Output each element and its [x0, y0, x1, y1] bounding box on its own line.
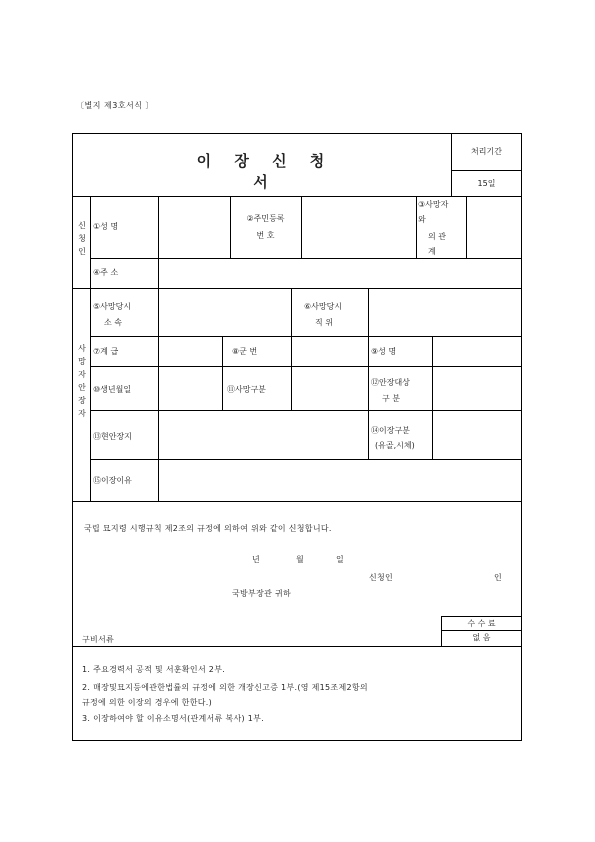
applicant-col-1: [158, 196, 159, 258]
applicant-col-4: [416, 196, 417, 258]
fee-label: 수 수 료: [467, 619, 496, 628]
document-item: 2. 매장및묘지등에관한법률의 규정에 의한 개장신고증 1부.(영 제15조제2항의: [82, 683, 368, 692]
unit-label-2: 소 속: [104, 318, 122, 327]
relocation-reason-label: ⑮이장이유: [93, 476, 132, 485]
deceased-row-line-4: [90, 459, 522, 460]
document-item: 1. 주요경력서 공적 및 서훈확인서 2부.: [82, 665, 226, 674]
documents-divider: [72, 646, 522, 647]
applicant-col-3: [301, 196, 302, 258]
burial-type-label-1: ⑫안장대상: [371, 378, 410, 387]
deceased-col-2a: [291, 288, 292, 336]
processing-divider: [451, 170, 522, 171]
deceased-section-divider: [90, 288, 91, 501]
unit-label-1: ⑤사망당시: [93, 302, 132, 311]
page-title: 이 장 신 청 서: [196, 152, 334, 191]
relocation-type-label-2: (유골,시체): [375, 441, 415, 450]
address-label: ④주 소: [93, 268, 119, 277]
fee-middle-line: [441, 630, 522, 631]
relation-label-4: 계: [428, 247, 436, 256]
applicant-section-divider: [90, 196, 91, 288]
applicant-col-5: [466, 196, 467, 258]
fee-top-line: [441, 616, 522, 617]
deceased-col-2b: [222, 336, 223, 410]
applicant-row-line: [90, 258, 522, 259]
deceased-col-5b: [432, 336, 433, 459]
applicant-bottom-line: [72, 288, 522, 289]
relation-label-2: 와: [418, 215, 426, 224]
applicant-section-label: 신 청 인: [78, 221, 86, 256]
document-item: 규정에 의한 이장의 경우에 한한다.): [82, 698, 213, 707]
position-label-2: 직 위: [315, 318, 333, 327]
relocation-type-label-1: ⑭이장구분: [371, 426, 410, 435]
seal-mark: 인: [494, 573, 503, 582]
form-number: 〔별지 제3호서식 〕: [76, 101, 155, 110]
current-burial-site-label: ⑬현안장지: [93, 432, 132, 441]
death-type-label: ⑪사망구분: [227, 385, 266, 394]
recipient: 국방부장관 귀하: [232, 589, 292, 598]
birth-date-label: ⑩생년월일: [93, 385, 132, 394]
deceased-col-1: [158, 288, 159, 501]
relation-label-3: 의 관: [428, 232, 446, 241]
service-number-label: ⑧군 번: [232, 347, 258, 356]
rank-label: ⑦계 급: [93, 347, 119, 356]
address-col: [158, 258, 159, 288]
applicant-col-2: [230, 196, 231, 258]
burial-type-label-2: 구 분: [382, 394, 400, 403]
signer-label: 신청인: [369, 573, 394, 582]
date-day: 일: [336, 555, 345, 564]
deceased-row-line-2: [90, 366, 522, 367]
header-bottom-line: [72, 196, 522, 197]
name-label: ①성 명: [93, 222, 119, 231]
deceased-row-line-1: [90, 336, 522, 337]
id-number-label-2: 번 호: [256, 231, 275, 240]
document-item: 3. 이장하여야 할 이유소명서(관계서류 복사) 1부.: [82, 714, 265, 723]
deceased-col-3b: [291, 336, 292, 410]
id-number-label-1: ②주민등록: [246, 214, 285, 223]
required-documents-label: 구비서류: [82, 635, 115, 644]
deceased-bottom-line: [72, 501, 522, 502]
deceased-row-line-3: [90, 410, 522, 411]
relation-label-1: ③사망자: [418, 200, 449, 209]
deceased-col-4b: [368, 336, 369, 459]
application-statement: 국립 묘지령 시행규칙 제2조의 규정에 의하여 위와 같이 신청합니다.: [84, 524, 332, 533]
deceased-name-label: ⑨성 명: [371, 347, 397, 356]
processing-value: 15일: [477, 179, 496, 188]
position-label-1: ⑥사망당시: [304, 302, 343, 311]
deceased-section-label: 사 망 자 안 장 자: [78, 344, 86, 418]
fee-value: 없 음: [472, 633, 491, 642]
date-month: 월: [296, 555, 305, 564]
deceased-col-3a: [368, 288, 369, 336]
processing-label: 처리기간: [471, 147, 502, 156]
date-year: 년: [252, 555, 261, 564]
